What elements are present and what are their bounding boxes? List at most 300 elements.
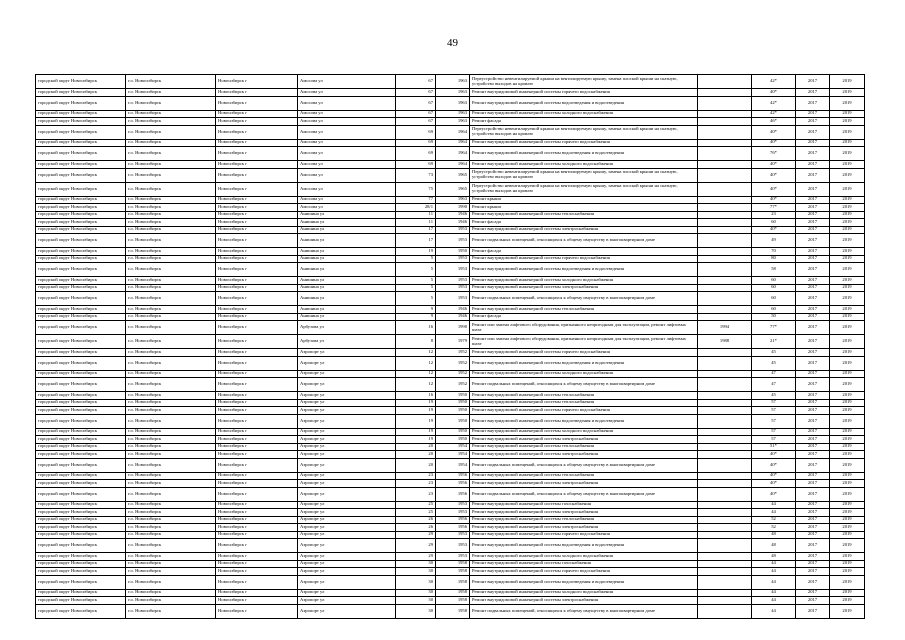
district-cell: г.о. Новосибирск	[126, 524, 216, 532]
city-cell: Новосибирск г	[216, 501, 298, 509]
house-cell: 11	[396, 211, 436, 219]
street-cell: Аэропорт ул	[298, 597, 396, 605]
house-cell: 30	[396, 568, 436, 576]
house-cell: 30	[396, 597, 436, 605]
table-row	[36, 589, 865, 597]
table-row	[36, 501, 865, 509]
end-year-cell: 2019	[830, 443, 865, 451]
table-row	[36, 349, 865, 357]
start-year-cell: 2017	[796, 407, 830, 415]
street-cell: Аэропорт ул	[298, 568, 396, 576]
municipality-cell: городской округ Новосибирск	[36, 378, 126, 392]
district-cell: г.о. Новосибирск	[126, 219, 216, 227]
house-cell: 11	[396, 219, 436, 227]
work-type-cell: Ремонт внутридомовой инженерной системы водоотведения и водоотведения	[470, 356, 698, 370]
lift-year-cell	[698, 597, 752, 605]
end-year-cell: 2019	[830, 182, 865, 196]
municipality-cell: городской округ Новосибирск	[36, 597, 126, 605]
year-built-cell: 1954	[436, 451, 470, 459]
wear-cell: 40*	[752, 196, 796, 204]
table-row	[36, 414, 865, 428]
end-year-cell: 2019	[830, 458, 865, 472]
start-year-cell: 2017	[796, 589, 830, 597]
work-type-cell: Ремонт внутридомовой инженерной системы газоснабжения	[470, 501, 698, 509]
year-built-cell: 1953	[436, 531, 470, 539]
work-type-cell: Ремонт внутридомовой инженерной системы горячего водоснабжения	[470, 407, 698, 415]
district-cell: г.о. Новосибирск	[126, 399, 216, 407]
district-cell: г.о. Новосибирск	[126, 568, 216, 576]
street-cell: Аэропорт ул	[298, 589, 396, 597]
district-cell: г.о. Новосибирск	[126, 321, 216, 335]
end-year-cell: 2019	[830, 604, 865, 618]
table-row	[36, 89, 865, 97]
work-type-cell: Переустройство невентилируемой крыши на вентилируемую крышу, замена плоской крыши на скатную, устройство выходов на кровлю	[470, 125, 698, 139]
start-year-cell: 2017	[796, 306, 830, 314]
start-year-cell: 2017	[796, 392, 830, 400]
municipality-cell: городской округ Новосибирск	[36, 392, 126, 400]
lift-year-cell	[698, 414, 752, 428]
table-row	[36, 443, 865, 451]
wear-cell: 40*	[752, 168, 796, 182]
year-built-cell: 1956	[436, 480, 470, 488]
municipality-cell: городской округ Новосибирск	[36, 110, 126, 118]
year-built-cell: 1964	[436, 125, 470, 139]
house-cell: 19	[396, 407, 436, 415]
house-cell: 17	[396, 226, 436, 234]
district-cell: г.о. Новосибирск	[126, 378, 216, 392]
house-cell: 67	[396, 75, 436, 89]
street-cell: Аэропорт ул	[298, 472, 396, 480]
wear-cell: 60	[752, 219, 796, 227]
district-cell: г.о. Новосибирск	[126, 89, 216, 97]
street-cell: Амосова ул	[298, 118, 396, 126]
year-built-cell: 1956	[436, 472, 470, 480]
city-cell: Новосибирск г	[216, 335, 298, 349]
house-cell: 29	[396, 531, 436, 539]
lift-year-cell	[698, 553, 752, 561]
district-cell: г.о. Новосибирск	[126, 539, 216, 553]
start-year-cell: 2017	[796, 575, 830, 589]
district-cell: г.о. Новосибирск	[126, 147, 216, 161]
municipality-cell: городской округ Новосибирск	[36, 248, 126, 256]
district-cell: г.о. Новосибирск	[126, 263, 216, 277]
work-type-cell: Ремонт внутридомовой инженерной системы водоотведения и водоотведения	[470, 263, 698, 277]
lift-year-cell	[698, 255, 752, 263]
start-year-cell: 2017	[796, 89, 830, 97]
end-year-cell: 2019	[830, 168, 865, 182]
municipality-cell: городской округ Новосибирск	[36, 306, 126, 314]
lift-year-cell	[698, 147, 752, 161]
house-cell: 77	[396, 196, 436, 204]
house-cell: 73	[396, 168, 436, 182]
house-cell: 17	[396, 234, 436, 248]
street-cell: Аэропорт ул	[298, 451, 396, 459]
lift-year-cell	[698, 284, 752, 292]
wear-cell: 44	[752, 589, 796, 597]
street-cell: Аэропорт ул	[298, 414, 396, 428]
lift-year-cell	[698, 110, 752, 118]
start-year-cell: 2017	[796, 248, 830, 256]
start-year-cell: 2017	[796, 161, 830, 169]
district-cell: г.о. Новосибирск	[126, 407, 216, 415]
work-type-cell: Ремонт внутридомовой инженерной системы электроснабжения	[470, 480, 698, 488]
lift-year-cell	[698, 234, 752, 248]
wear-cell: 44	[752, 568, 796, 576]
year-built-cell: 1963	[436, 196, 470, 204]
end-year-cell: 2019	[830, 234, 865, 248]
table-row	[36, 182, 865, 196]
city-cell: Новосибирск г	[216, 284, 298, 292]
year-built-cell: 1963	[436, 96, 470, 110]
table-row	[36, 75, 865, 89]
city-cell: Новосибирск г	[216, 147, 298, 161]
wear-cell: 76*	[752, 147, 796, 161]
municipality-cell: городской округ Новосибирск	[36, 399, 126, 407]
year-built-cell: 1946	[436, 219, 470, 227]
wear-cell: 57	[752, 399, 796, 407]
lift-year-cell	[698, 516, 752, 524]
start-year-cell: 2017	[796, 234, 830, 248]
city-cell: Новосибирск г	[216, 139, 298, 147]
municipality-cell: городской округ Новосибирск	[36, 604, 126, 618]
district-cell: г.о. Новосибирск	[126, 204, 216, 212]
city-cell: Новосибирск г	[216, 125, 298, 139]
table-row	[36, 399, 865, 407]
work-type-cell: Ремонт подвальных помещений, относящихся к общему имуществу в многоквартирном доме	[470, 604, 698, 618]
municipality-cell: городской округ Новосибирск	[36, 501, 126, 509]
lift-year-cell	[698, 89, 752, 97]
lift-year-cell	[698, 263, 752, 277]
end-year-cell: 2019	[830, 370, 865, 378]
municipality-cell: городской округ Новосибирск	[36, 196, 126, 204]
work-type-cell: Ремонт внутридомовой инженерной системы холодного водоснабжения	[470, 589, 698, 597]
city-cell: Новосибирск г	[216, 211, 298, 219]
wear-cell: 77*	[752, 204, 796, 212]
work-type-cell: Переустройство невентилируемой крыши на вентилируемую крышу, замена плоской крыши на скатную, устройство выходов на кровлю	[470, 75, 698, 89]
work-type-cell: Ремонт внутридомовой инженерной системы водоотведения и водоотведения	[470, 575, 698, 589]
lift-year-cell	[698, 370, 752, 378]
lift-year-cell	[698, 480, 752, 488]
house-cell: 12	[396, 378, 436, 392]
wear-cell: 45	[752, 392, 796, 400]
table-row	[36, 370, 865, 378]
street-cell: Анишина ул	[298, 313, 396, 321]
work-type-cell: Ремонт внутридомовой инженерной системы теплоснабжения	[470, 399, 698, 407]
house-cell: 75	[396, 182, 436, 196]
year-built-cell: 1953	[436, 553, 470, 561]
table-row	[36, 110, 865, 118]
start-year-cell: 2017	[796, 378, 830, 392]
work-type-cell: Ремонт внутридомовой инженерной системы теплоснабжения	[470, 516, 698, 524]
lift-year-cell	[698, 539, 752, 553]
city-cell: Новосибирск г	[216, 118, 298, 126]
work-type-cell: Ремонт внутридомовой инженерной системы горячего водоснабжения	[470, 568, 698, 576]
city-cell: Новосибирск г	[216, 313, 298, 321]
start-year-cell: 2017	[796, 211, 830, 219]
house-cell: 67	[396, 110, 436, 118]
street-cell: Амосова ул	[298, 161, 396, 169]
district-cell: г.о. Новосибирск	[126, 553, 216, 561]
wear-cell: 46*	[752, 118, 796, 126]
year-built-cell: 1965	[436, 182, 470, 196]
district-cell: г.о. Новосибирск	[126, 182, 216, 196]
work-type-cell: Ремонт внутридомовой инженерной системы электроснабжения	[470, 436, 698, 444]
wear-cell: 42*	[752, 96, 796, 110]
city-cell: Новосибирск г	[216, 161, 298, 169]
work-type-cell: Ремонт фасада	[470, 313, 698, 321]
district-cell: г.о. Новосибирск	[126, 284, 216, 292]
street-cell: Анишина ул	[298, 277, 396, 285]
table-row	[36, 553, 865, 561]
street-cell: Аэропорт ул	[298, 487, 396, 501]
work-type-cell: Ремонт внутридомовой инженерной системы холодного водоснабжения	[470, 553, 698, 561]
year-built-cell: 1958	[436, 589, 470, 597]
house-cell: 30	[396, 604, 436, 618]
table-row	[36, 263, 865, 277]
table-row	[36, 255, 865, 263]
start-year-cell: 2017	[796, 321, 830, 335]
house-cell: 19	[396, 414, 436, 428]
table-row	[36, 407, 865, 415]
wear-cell: 50	[752, 313, 796, 321]
work-type-cell: Ремонт внутридомовой инженерной системы электроснабжения	[470, 451, 698, 459]
municipality-cell: городской округ Новосибирск	[36, 589, 126, 597]
street-cell: Амосова ул	[298, 204, 396, 212]
city-cell: Новосибирск г	[216, 472, 298, 480]
year-built-cell: 1953	[436, 292, 470, 306]
house-cell: 19	[396, 436, 436, 444]
year-built-cell: 1953	[436, 226, 470, 234]
house-cell: 29	[396, 553, 436, 561]
street-cell: Анишина ул	[298, 226, 396, 234]
city-cell: Новосибирск г	[216, 378, 298, 392]
table-row	[36, 472, 865, 480]
house-cell: 25	[396, 501, 436, 509]
end-year-cell: 2019	[830, 501, 865, 509]
street-cell: Аэропорт ул	[298, 436, 396, 444]
municipality-cell: городской округ Новосибирск	[36, 436, 126, 444]
table-row	[36, 378, 865, 392]
start-year-cell: 2017	[796, 263, 830, 277]
house-cell: 5	[396, 292, 436, 306]
table-row	[36, 118, 865, 126]
start-year-cell: 2017	[796, 443, 830, 451]
street-cell: Амосова ул	[298, 196, 396, 204]
lift-year-cell	[698, 399, 752, 407]
end-year-cell: 2019	[830, 392, 865, 400]
street-cell: Амосова ул	[298, 89, 396, 97]
municipality-cell: городской округ Новосибирск	[36, 414, 126, 428]
lift-year-cell	[698, 118, 752, 126]
end-year-cell: 2019	[830, 539, 865, 553]
house-cell: 23	[396, 480, 436, 488]
municipality-cell: городской округ Новосибирск	[36, 531, 126, 539]
house-cell: 20	[396, 443, 436, 451]
work-type-cell: Ремонт внутридомовой инженерной системы электроснабжения	[470, 284, 698, 292]
house-cell: 12	[396, 370, 436, 378]
district-cell: г.о. Новосибирск	[126, 110, 216, 118]
house-cell: 8	[396, 335, 436, 349]
street-cell: Аэропорт ул	[298, 524, 396, 532]
district-cell: г.о. Новосибирск	[126, 234, 216, 248]
start-year-cell: 2017	[796, 204, 830, 212]
table-row	[36, 321, 865, 335]
end-year-cell: 2019	[830, 75, 865, 89]
house-cell: 69	[396, 147, 436, 161]
house-cell: 16	[396, 321, 436, 335]
start-year-cell: 2017	[796, 356, 830, 370]
municipality-cell: городской округ Новосибирск	[36, 139, 126, 147]
district-cell: г.о. Новосибирск	[126, 349, 216, 357]
district-cell: г.о. Новосибирск	[126, 604, 216, 618]
municipality-cell: городской округ Новосибирск	[36, 356, 126, 370]
municipality-cell: городской округ Новосибирск	[36, 539, 126, 553]
street-cell: Анишина ул	[298, 234, 396, 248]
wear-cell: 44	[752, 575, 796, 589]
street-cell: Аэропорт ул	[298, 480, 396, 488]
table-row	[36, 234, 865, 248]
city-cell: Новосибирск г	[216, 553, 298, 561]
table-row	[36, 284, 865, 292]
wear-cell: 48	[752, 539, 796, 553]
city-cell: Новосибирск г	[216, 443, 298, 451]
end-year-cell: 2019	[830, 284, 865, 292]
district-cell: г.о. Новосибирск	[126, 255, 216, 263]
district-cell: г.о. Новосибирск	[126, 118, 216, 126]
table-row	[36, 313, 865, 321]
lift-year-cell	[698, 211, 752, 219]
wear-cell: 48	[752, 553, 796, 561]
wear-cell: 40*	[752, 451, 796, 459]
end-year-cell: 2019	[830, 263, 865, 277]
work-type-cell: Ремонт крыши	[470, 204, 698, 212]
table-row	[36, 226, 865, 234]
street-cell: Аэропорт ул	[298, 370, 396, 378]
street-cell: Аэропорт ул	[298, 392, 396, 400]
end-year-cell: 2019	[830, 321, 865, 335]
start-year-cell: 2017	[796, 139, 830, 147]
start-year-cell: 2017	[796, 539, 830, 553]
start-year-cell: 2017	[796, 226, 830, 234]
municipality-cell: городской округ Новосибирск	[36, 204, 126, 212]
street-cell: Амосова ул	[298, 168, 396, 182]
end-year-cell: 2019	[830, 306, 865, 314]
end-year-cell: 2019	[830, 255, 865, 263]
street-cell: Аэропорт ул	[298, 399, 396, 407]
end-year-cell: 2019	[830, 399, 865, 407]
district-cell: г.о. Новосибирск	[126, 589, 216, 597]
year-built-cell: 1953	[436, 263, 470, 277]
lift-year-cell	[698, 501, 752, 509]
lift-year-cell	[698, 378, 752, 392]
work-type-cell: Ремонт подвальных помещений, относящихся к общему имуществу в многоквартирном доме	[470, 378, 698, 392]
table-row	[36, 219, 865, 227]
municipality-cell: городской округ Новосибирск	[36, 524, 126, 532]
work-type-cell: Ремонт внутридомовой инженерной системы теплоснабжения	[470, 392, 698, 400]
wear-cell: 40*	[752, 226, 796, 234]
lift-year-cell	[698, 196, 752, 204]
start-year-cell: 2017	[796, 472, 830, 480]
lift-year-cell	[698, 248, 752, 256]
wear-cell: 45	[752, 356, 796, 370]
start-year-cell: 2017	[796, 335, 830, 349]
work-type-cell: Ремонт внутридомовой инженерной системы холодного водоснабжения	[470, 428, 698, 436]
work-type-cell: Ремонт внутридомовой инженерной системы электроснабжения	[470, 226, 698, 234]
city-cell: Новосибирск г	[216, 234, 298, 248]
district-cell: г.о. Новосибирск	[126, 306, 216, 314]
city-cell: Новосибирск г	[216, 589, 298, 597]
lift-year-cell	[698, 472, 752, 480]
city-cell: Новосибирск г	[216, 604, 298, 618]
work-type-cell: Ремонт внутридомовой инженерной системы электроснабжения	[470, 509, 698, 517]
street-cell: Аэропорт ул	[298, 356, 396, 370]
street-cell: Аэропорт ул	[298, 516, 396, 524]
end-year-cell: 2019	[830, 226, 865, 234]
street-cell: Анишина ул	[298, 306, 396, 314]
end-year-cell: 2019	[830, 147, 865, 161]
end-year-cell: 2019	[830, 292, 865, 306]
end-year-cell: 2019	[830, 589, 865, 597]
wear-cell: 57	[752, 407, 796, 415]
municipality-cell: городской округ Новосибирск	[36, 255, 126, 263]
municipality-cell: городской округ Новосибирск	[36, 211, 126, 219]
work-type-cell: Ремонт внутридомовой инженерной системы холодного водоснабжения	[470, 161, 698, 169]
end-year-cell: 2019	[830, 597, 865, 605]
lift-year-cell	[698, 168, 752, 182]
wear-cell: 40*	[752, 125, 796, 139]
street-cell: Амосова ул	[298, 139, 396, 147]
work-type-cell: Ремонт внутридомовой инженерной системы холодного водоснабжения	[470, 370, 698, 378]
table-row	[36, 560, 865, 568]
street-cell: Аэропорт ул	[298, 443, 396, 451]
start-year-cell: 2017	[796, 110, 830, 118]
district-cell: г.о. Новосибирск	[126, 161, 216, 169]
district-cell: г.о. Новосибирск	[126, 458, 216, 472]
street-cell: Анишина ул	[298, 255, 396, 263]
city-cell: Новосибирск г	[216, 248, 298, 256]
city-cell: Новосибирск г	[216, 458, 298, 472]
municipality-cell: городской округ Новосибирск	[36, 443, 126, 451]
city-cell: Новосибирск г	[216, 277, 298, 285]
start-year-cell: 2017	[796, 277, 830, 285]
municipality-cell: городской округ Новосибирск	[36, 553, 126, 561]
year-built-cell: 1990	[436, 321, 470, 335]
table-row	[36, 161, 865, 169]
district-cell: г.о. Новосибирск	[126, 196, 216, 204]
street-cell: Аэропорт ул	[298, 560, 396, 568]
table-row	[36, 196, 865, 204]
year-built-cell: 1953	[436, 539, 470, 553]
district-cell: г.о. Новосибирск	[126, 335, 216, 349]
end-year-cell: 2019	[830, 487, 865, 501]
work-type-cell: Ремонт внутридомовой инженерной системы водоотведения и водоотведения	[470, 414, 698, 428]
table-row	[36, 292, 865, 306]
street-cell: Амосова ул	[298, 147, 396, 161]
end-year-cell: 2019	[830, 560, 865, 568]
year-built-cell: 1954	[436, 443, 470, 451]
city-cell: Новосибирск г	[216, 575, 298, 589]
wear-cell: 21*	[752, 335, 796, 349]
year-built-cell: 1956	[436, 516, 470, 524]
municipality-cell: городской округ Новосибирск	[36, 575, 126, 589]
city-cell: Новосибирск г	[216, 531, 298, 539]
city-cell: Новосибирск г	[216, 480, 298, 488]
district-cell: г.о. Новосибирск	[126, 125, 216, 139]
start-year-cell: 2017	[796, 96, 830, 110]
year-built-cell: 1979	[436, 335, 470, 349]
wear-cell: 52	[752, 516, 796, 524]
city-cell: Новосибирск г	[216, 219, 298, 227]
